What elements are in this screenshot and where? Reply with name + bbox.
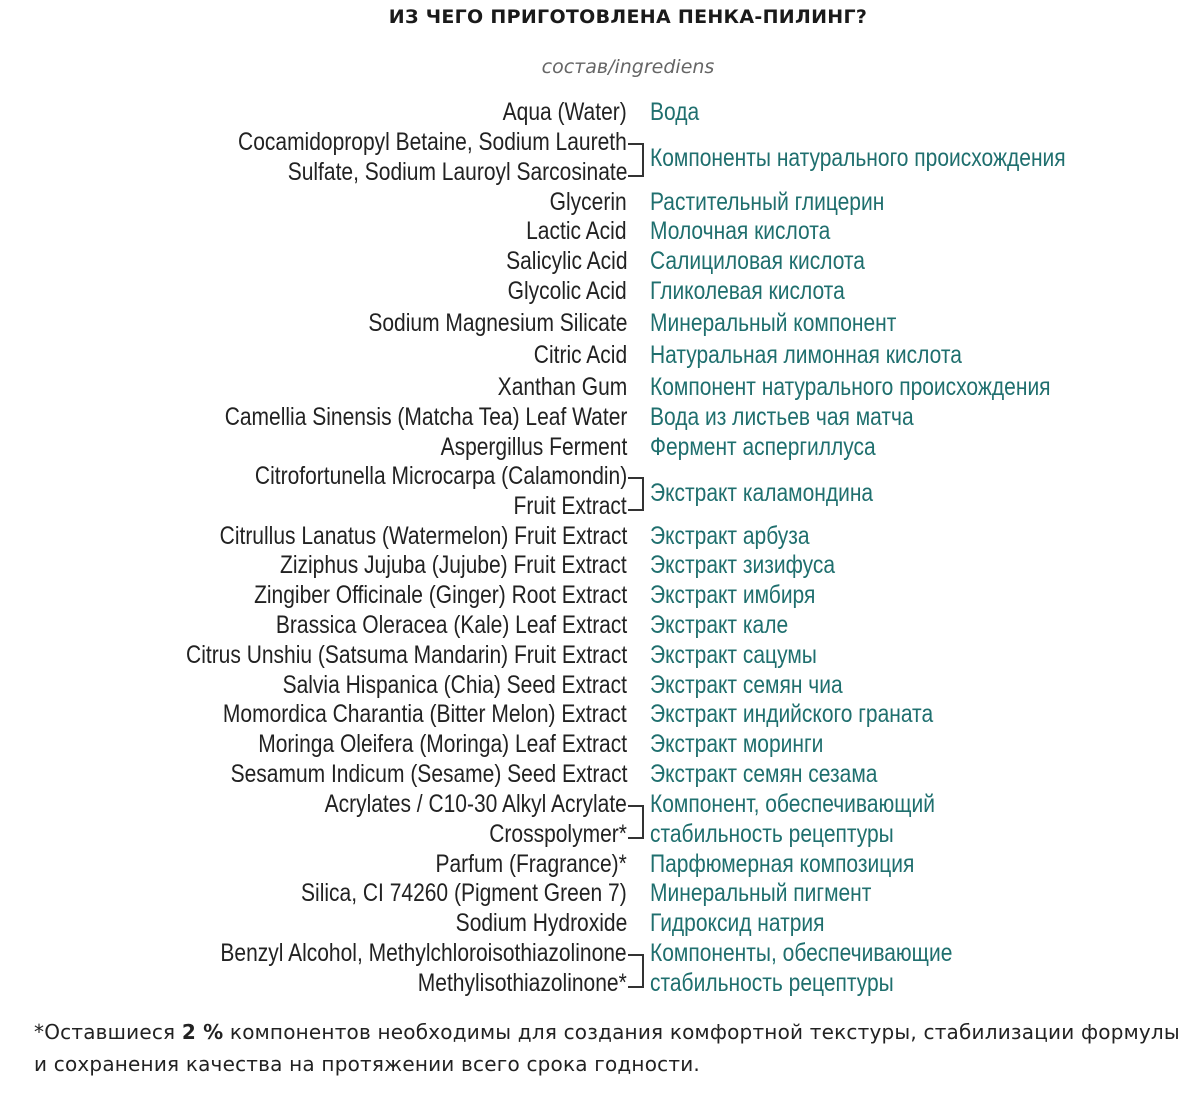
ingredient-en: Silica, CI 74260 (Pigment Green 7) xyxy=(301,879,627,907)
ingredient-en: Aqua (Water) xyxy=(502,98,627,126)
footnote xyxy=(34,1016,1184,1080)
ingredient-ru: Экстракт каламондина xyxy=(650,479,874,507)
ingredient-ru: Экстракт имбиря xyxy=(650,581,816,609)
ingredient-en: Salvia Hispanica (Chia) Seed Extract xyxy=(282,671,627,699)
group-bracket xyxy=(628,805,644,839)
ingredient-en: Sodium Magnesium Silicate xyxy=(367,309,627,337)
ingredient-en: Citrus Unshiu (Satsuma Mandarin) Fruit Extract xyxy=(185,641,627,669)
ingredient-en: Cocamidopropyl Betaine, Sodium Laureth xyxy=(238,128,627,156)
ingredient-ru: Экстракт индийского граната xyxy=(650,700,934,728)
ingredient-ru: Экстракт арбуза xyxy=(650,522,810,550)
ingredient-en: Sesamum Indicum (Sesame) Seed Extract xyxy=(230,760,627,788)
ingredient-en: Citrofortunella Microcarpa (Calamondin) xyxy=(254,462,627,490)
ingredient-en: Moringa Oleifera (Moringa) Leaf Extract xyxy=(258,730,627,758)
ingredient-en: Momordica Charantia (Bitter Melon) Extract xyxy=(223,700,627,728)
ingredient-en: Acrylates / C10-30 Alkyl Acrylate xyxy=(324,790,627,818)
ingredient-en: Benzyl Alcohol, Methylchloroisothiazolinone xyxy=(220,939,627,967)
ingredient-ru: Минеральный пигмент xyxy=(650,879,872,907)
ingredient-ru: Вода из листьев чая матча xyxy=(650,403,914,431)
group-bracket xyxy=(628,143,644,177)
ingredient-en: Sodium Hydroxide xyxy=(455,909,627,937)
ingredient-ru: Растительный глицерин xyxy=(650,188,885,216)
ingredient-ru: Компонент натурального происхождения xyxy=(650,373,1051,401)
ingredient-en: Salicylic Acid xyxy=(505,247,627,275)
ingredient-ru: Вода xyxy=(650,98,700,126)
page-title: ИЗ ЧЕГО ПРИГОТОВЛЕНА ПЕНКА-ПИЛИНГ? xyxy=(388,6,868,28)
ingredient-ru: Салициловая кислота xyxy=(650,247,865,275)
ingredient-ru: стабильность рецептуры xyxy=(650,820,894,848)
ingredient-en: Zingiber Officinale (Ginger) Root Extract xyxy=(253,581,627,609)
ingredient-en: Sulfate, Sodium Lauroyl Sarcosinate xyxy=(287,158,627,186)
ingredient-en: Ziziphus Jujuba (Jujube) Fruit Extract xyxy=(280,551,627,579)
footnote-percent: 2 % xyxy=(181,1020,224,1044)
footnote-text: *Оставшиеся xyxy=(34,1020,182,1044)
ingredient-ru: Натуральная лимонная кислота xyxy=(650,341,962,369)
ingredient-ru: Экстракт моринги xyxy=(650,730,824,758)
ingredient-ru: Компоненты натурального происхождения xyxy=(650,144,1066,172)
ingredient-en: Lactic Acid xyxy=(526,217,627,245)
ingredients-table xyxy=(0,96,1200,1000)
ingredient-en: Citric Acid xyxy=(533,341,627,369)
ingredient-ru: Гликолевая кислота xyxy=(650,277,845,305)
ingredient-en: Crosspolymer* xyxy=(489,820,627,848)
ingredient-en: Brassica Oleracea (Kale) Leaf Extract xyxy=(275,611,627,639)
ingredient-en: Glycolic Acid xyxy=(507,277,627,305)
ingredient-en: Camellia Sinensis (Matcha Tea) Leaf Water xyxy=(224,403,627,431)
group-bracket xyxy=(628,954,644,988)
ingredient-ru: Экстракт сацумы xyxy=(650,641,817,669)
group-bracket xyxy=(628,477,644,511)
ingredient-ru: Компоненты, обеспечивающие xyxy=(650,939,953,967)
ingredient-ru: Экстракт кале xyxy=(650,611,789,639)
ingredient-en: Methylisothiazolinone* xyxy=(418,969,627,997)
ingredient-en: Glycerin xyxy=(549,188,627,216)
ingredient-en: Parfum (Fragrance)* xyxy=(435,850,627,878)
ingredient-ru: Фермент аспергиллуса xyxy=(650,433,876,461)
ingredient-en: Aspergillus Ferment xyxy=(440,433,627,461)
ingredient-en: Fruit Extract xyxy=(513,492,627,520)
ingredient-ru: стабильность рецептуры xyxy=(650,969,894,997)
ingredient-ru: Минеральный компонент xyxy=(650,309,897,337)
footnote-text: компонентов необходимы для создания комфортной текстуры, стабилизации формулы и сохранения качества на протяжении всего срока годности. xyxy=(34,1020,1180,1076)
ingredient-ru: Экстракт семян чиа xyxy=(650,671,843,699)
ingredient-ru: Молочная кислота xyxy=(650,217,831,245)
ingredient-ru: Экстракт семян сезама xyxy=(650,760,878,788)
ingredient-ru: Компонент, обеспечивающий xyxy=(650,790,936,818)
ingredient-ru: Экстракт зизифуса xyxy=(650,551,836,579)
ingredient-ru: Гидроксид натрия xyxy=(650,909,825,937)
ingredient-en: Citrullus Lanatus (Watermelon) Fruit Extract xyxy=(219,522,627,550)
page-subtitle: состав/ingrediens xyxy=(541,56,715,78)
ingredient-ru: Парфюмерная композиция xyxy=(650,850,915,878)
ingredient-en: Xanthan Gum xyxy=(497,373,627,401)
